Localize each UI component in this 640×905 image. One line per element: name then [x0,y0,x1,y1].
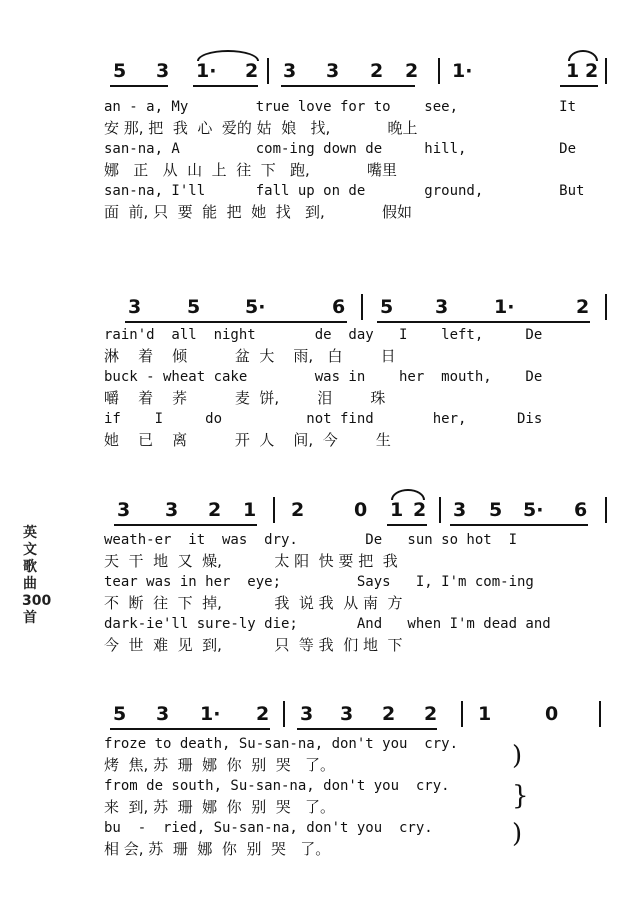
tie-arc [568,50,598,61]
lyric-line-en [0,615,640,634]
note: 0 [545,703,559,725]
lyric-line-zh [0,161,640,180]
note: 2 [382,703,396,725]
note: 5 [187,296,201,318]
notation-line [0,60,640,90]
lyric-text: 面 前, 只 要 能 把 她 找 到, 假如 [104,203,413,221]
note: 3 [326,60,340,82]
verse-bracket-mid: } [512,781,529,811]
lyric-text: 天 干 地 又 燥, 太 阳 快 要 把 我 [104,552,398,570]
note: 1 [566,60,580,82]
lyric-line-en [0,368,640,387]
beat-underline [110,728,270,730]
note: 3 [300,703,314,725]
notation-line [0,296,640,326]
note: 3 [340,703,354,725]
lyric-text: bu - ried, Su-san-na, don't you cry. [104,820,433,836]
note: 3 [453,499,467,521]
beat-underline [560,85,598,87]
beat-underline [110,85,168,87]
bar-line [599,701,601,727]
beat-underline [125,321,347,323]
lyric-text: san-na, I'll fall up on de ground, But [104,183,585,199]
bar-line [605,497,607,523]
lyric-line-en [0,777,640,796]
note: 3 [283,60,297,82]
bar-line [361,294,363,320]
bar-line [438,58,440,84]
lyric-line-zh [0,431,640,450]
lyric-text: 淋 着 倾 盆 大 雨, 白 日 [104,347,396,365]
note: 3 [117,499,131,521]
note: 2 [256,703,270,725]
lyric-line-zh [0,798,640,817]
lyric-line-en [0,98,640,117]
lyric-line-zh [0,840,640,859]
bar-line [283,701,285,727]
note: 2 [413,499,427,521]
lyric-text: san-na, A com-ing down de hill, De [104,141,577,157]
note: 2 [208,499,222,521]
note: 1 [390,499,404,521]
beat-underline [193,85,258,87]
note: 2 [370,60,384,82]
lyric-line-en [0,573,640,592]
note: 0 [354,499,368,521]
lyric-text: 烤 焦, 苏 珊 娜 你 别 哭 了。 [104,756,336,774]
note: 3 [435,296,449,318]
lyric-line-zh [0,389,640,408]
bar-line [273,497,275,523]
lyric-text: 娜 正 从 山 上 往 下 跑, 嘴里 [104,161,398,179]
note: 5 [113,60,127,82]
note: 3 [156,60,170,82]
lyric-line-en [0,140,640,159]
note: 1 [478,703,492,725]
lyric-line-en [0,182,640,201]
lyric-line-en [0,531,640,550]
note: 6 [332,296,346,318]
note: 2 [405,60,419,82]
lyric-line-en [0,819,640,838]
beat-underline [450,524,588,526]
note: 3 [128,296,142,318]
lyric-text: weath-er it was dry. De sun so hot I [104,532,518,548]
note: 2 [585,60,599,82]
notation-line [0,703,640,733]
note: 2 [576,296,590,318]
note: 6 [574,499,588,521]
lyric-text: rain'd all night de day I left, De [104,327,543,343]
lyric-text: tear was in her eye; Says I, I'm com-ing [104,574,534,590]
lyric-text: 安 那, 把 我 心 爱的 姑 娘 找, 晚上 [104,119,418,137]
note: 5 [489,499,503,521]
lyric-text: dark-ie'll sure-ly die; And when I'm dead and [104,616,551,632]
lyric-text: 不 断 往 下 掉, 我 说 我 从 南 方 [104,594,403,612]
lyric-text: from de south, Su-san-na, don't you cry. [104,778,450,794]
lyric-text: 嚼 着 荞 麦 饼, 泪 珠 [104,389,386,407]
lyric-text: an - a, My true love for to see, It [104,99,577,115]
bar-line [461,701,463,727]
note: 2 [245,60,259,82]
beat-underline [281,85,415,87]
note: 3 [156,703,170,725]
lyric-line-zh [0,636,640,655]
verse-bracket-bottom: ) [512,819,523,849]
lyric-line-zh [0,119,640,138]
note: 1 [243,499,257,521]
lyric-line-zh [0,552,640,571]
beat-underline [377,321,590,323]
note: 3 [165,499,179,521]
lyric-line-en [0,410,640,429]
note: 1· [452,60,473,82]
lyric-text: 她 已 离 开 人 间, 今 生 [104,431,391,449]
lyric-line-zh [0,203,640,222]
lyric-text: 今 世 难 见 到, 只 等 我 们 地 下 [104,636,403,654]
note: 1· [196,60,217,82]
bar-line [439,497,441,523]
note: 1· [200,703,221,725]
note: 2 [291,499,305,521]
lyric-line-zh [0,756,640,775]
note: 2 [424,703,438,725]
note: 5· [245,296,266,318]
lyric-line-en [0,735,640,754]
beat-underline [297,728,437,730]
note: 1· [494,296,515,318]
spine-title: 英文歌曲300首 [22,525,52,626]
tie-arc [197,50,259,61]
lyric-text: buck - wheat cake was in her mouth, De [104,369,543,385]
lyric-text: 相 会, 苏 珊 娜 你 别 哭 了。 [104,840,331,858]
lyric-line-en [0,326,640,345]
bar-line [267,58,269,84]
notation-line [0,499,640,529]
lyric-text: if I do not find her, Dis [104,411,543,427]
tie-arc [391,489,425,500]
lyric-line-zh [0,347,640,366]
lyric-text: froze to death, Su-san-na, don't you cry. [104,736,459,752]
note: 5 [113,703,127,725]
bar-line [605,294,607,320]
bar-line [605,58,607,84]
note: 5 [380,296,394,318]
lyric-line-zh [0,594,640,613]
beat-underline [387,524,427,526]
lyric-text: 来 到, 苏 珊 娜 你 别 哭 了。 [104,798,336,816]
verse-bracket-top: ) [512,741,523,771]
beat-underline [114,524,257,526]
note: 5· [523,499,544,521]
